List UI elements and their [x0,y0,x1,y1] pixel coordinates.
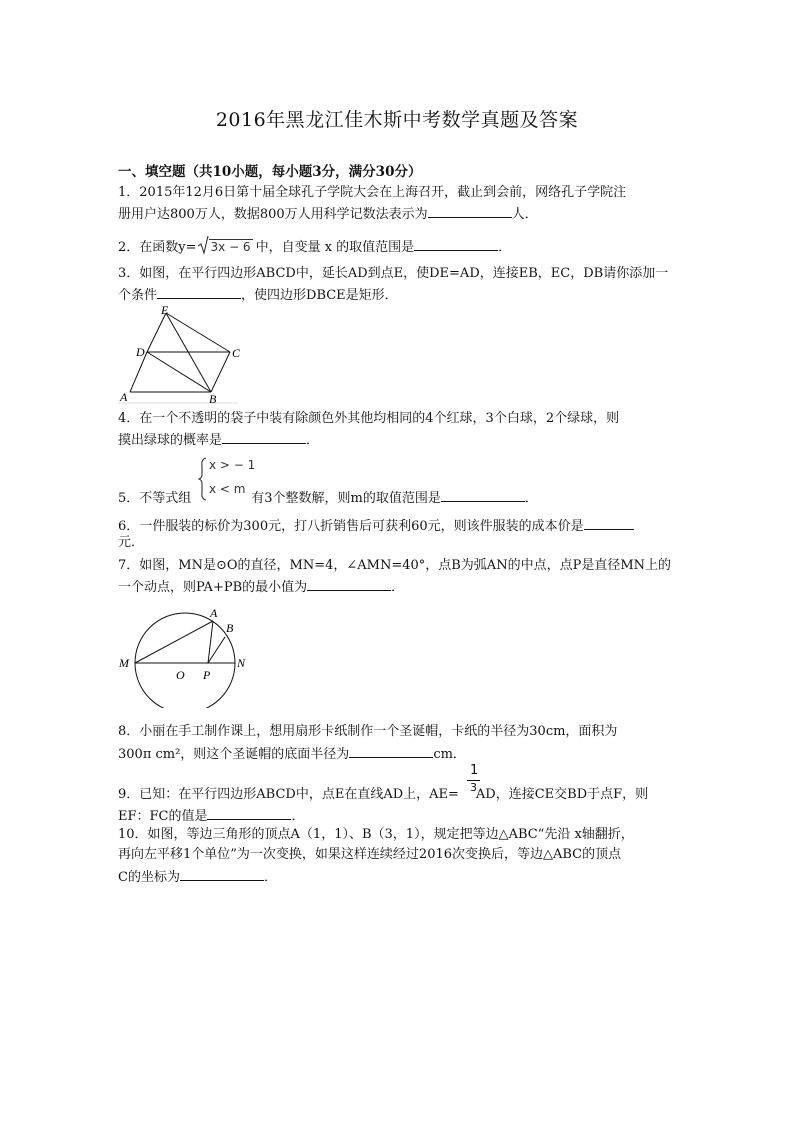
q7-line2 [118,576,404,597]
q9-line1 [118,786,648,804]
q6-line1 [118,515,634,536]
label-P: P [203,668,211,682]
q3-answer-blank[interactable] [157,284,241,299]
q7-text-end: ． [391,580,405,595]
q7-line1: 7．如图，MN是⊙O的直径，MN=4，∠AMN=40°，点B为弧AN的中点，点P是直径MN上的 [118,558,672,573]
q5-text2: 有3个整数解，则m的取值范围是 [251,491,441,506]
q2-text: 2．在函数y= [118,240,197,255]
label-A: A [210,606,218,620]
q3-line1: 3．如图，在平行四边形ABCD中，延长AD到点E，使DE=AD，连接EB，EC，DB请你添加一 [118,266,669,281]
label-A: A [120,390,128,404]
label-N: N [237,656,246,670]
label-B: B [226,621,234,635]
q2-sqrt-formula [197,238,256,256]
q6-text: 6．一件服装的标价为300元，打八折销售后可获利60元，则该件服装的成本价是 [118,519,584,534]
page-title: 2016年黑龙江佳木斯中考数学真题及答案 [215,109,579,131]
q9-fraction-numerator: 1 [470,763,479,778]
q1-text-end: 人． [511,207,538,222]
q8-text-end: cm． [433,747,466,762]
q1-line1: 1．2015年12月6日第十届全球孔子学院大会在上海召开，截止到会前，网络孔子学院注 [118,185,627,200]
q9-fraction-denominator: 3 [470,781,477,794]
q3-parallelogram-figure [114,302,250,406]
radical-sign-icon [197,234,209,256]
q8-text: 300π cm²，则这个圣诞帽的底面半径为 [118,747,350,762]
label-B: B [209,392,217,406]
q10-line3 [118,866,277,887]
q2-text2: 中，自变量 x 的取值范围是 [255,240,415,255]
q7-circle-figure [116,604,256,708]
q4-text-end: ． [306,433,320,448]
q5-answer-blank[interactable] [441,487,525,502]
q7-answer-blank[interactable] [307,576,391,591]
q2-radicand: 3x − 6 [210,240,251,254]
q9-answer-blank[interactable] [207,805,291,820]
q3-text-end: ，使四边形DBCE是矩形． [241,288,398,303]
q9-text3: EF：FC的值是 [118,809,208,824]
label-D: D [136,345,145,359]
q6-answer-blank[interactable] [584,515,634,530]
q4-line2 [118,429,319,450]
q10-answer-blank[interactable] [180,866,264,881]
q9-text2: AD，连接CE交BD于点F，则 [475,787,649,802]
q1-answer-blank[interactable] [428,203,512,218]
section-heading: 一、填空题（共10小题，每小题3分，满分30分） [118,164,422,180]
q10-line1: 10．如图，等边三角形的顶点A（1，1）、B（3，1），规定把等边△ABC“先沿 x轴翻折， [118,827,634,842]
q5-ineq2: x < m [209,482,246,496]
q9-text: 9．已知：在平行四边形ABCD中，点E在直线AD上，AE= [118,787,459,802]
q7-text: 一个动点，则PA+PB的最小值为 [118,580,308,595]
label-C: C [232,346,241,360]
q1-line2 [118,203,538,224]
q9-line2 [118,805,305,826]
label-M: M [119,656,129,670]
q5-text-end: ． [524,491,538,506]
q8-answer-blank[interactable] [349,743,433,758]
q5-line [118,487,538,508]
label-O: O [176,668,185,682]
q4-text: 摸出绿球的概率是 [118,433,223,448]
q2-line [118,236,511,257]
q2-answer-blank[interactable] [414,236,498,251]
q6-line2: 元． [118,535,145,550]
q4-line1: 4．在一个不透明的袋子中装有除颜色外其他均相同的4个红球，3个白球，2个绿球，则 [118,411,620,426]
q5-text: 5．不等式组 [118,491,192,506]
q3-text: 个条件 [118,288,158,303]
q10-line2: 再向左平移1个单位”为一次变换，如果这样连续经过2016次变换后，等边△ABC的顶点 [118,847,622,862]
q9-text-end: ． [291,809,305,824]
q5-ineq1: x > − 1 [209,458,256,472]
q8-line1: 8．小丽在手工制作课上，想用扇形卡纸制作一个圣诞帽，卡纸的半径为30cm，面积为 [118,724,618,739]
q8-line2 [118,743,466,764]
q4-answer-blank[interactable] [222,429,306,444]
label-E: E [161,303,169,317]
q1-text: 册用户达800万人，数据800万人用科学记数法表示为 [118,207,428,222]
q2-text-end: ． [498,240,512,255]
q10-text: C的坐标为 [118,870,180,885]
q10-text-end: ． [263,870,277,885]
